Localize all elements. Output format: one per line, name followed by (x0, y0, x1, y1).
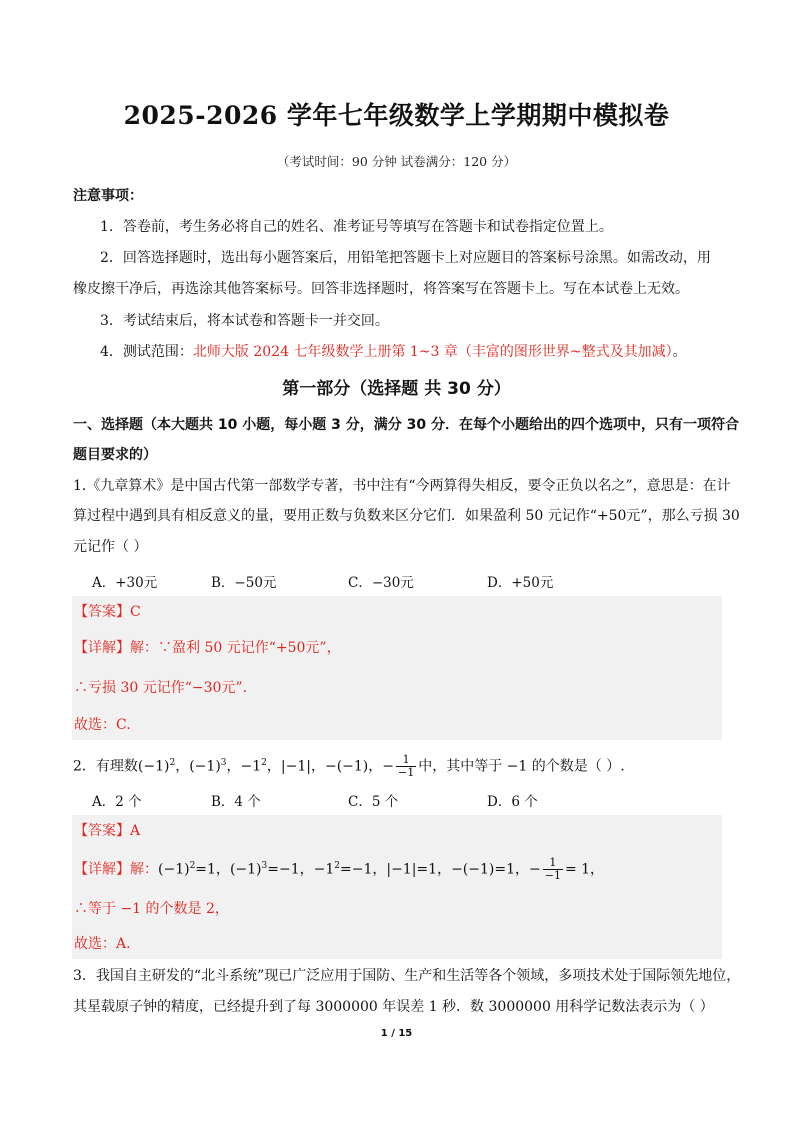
q2-detail-expr-1-tail: =1， (195, 861, 230, 878)
note-item-4-prefix: 4．测试范围： (100, 344, 193, 360)
section-instructions-line-2: 题目要求的） (73, 447, 157, 463)
q2-detail-tail: = 1， (564, 861, 605, 878)
q2-option-b: B．4 个 (211, 794, 261, 810)
q2-expr-3-exp: 2 (261, 758, 267, 768)
test-range: 北师大版 2024 七年级数学上册第 1~3 章（丰富的图形世界~整式及其加减） (192, 344, 673, 360)
q1-stem-line-1: 1.《九章算术》是中国古代第一部数学专著，书中注有“今两算得失相反，要令正负以名之”，意思是：在计 (73, 478, 731, 494)
q1-answer-box (72, 596, 722, 740)
q2-detail-expr-1-exp: 2 (189, 861, 196, 871)
note-item-4 (100, 342, 750, 362)
q2-option-a: A．2 个 (92, 794, 142, 810)
q2-fraction (396, 754, 416, 779)
q2-detail-expr-3-exp: 2 (334, 861, 340, 871)
exam-subtitle: （考试时间：90 分钟 试卷满分：120 分） (276, 154, 517, 169)
q2-expr-2-exp: 3 (220, 758, 227, 768)
notes-heading: 注意事项： (73, 188, 143, 204)
q2-option-c: C．5 个 (348, 794, 399, 810)
note-item-1: 1．答卷前，考生务必将自己的姓名、准考证号等填写在答题卡和试卷指定位置上。 (100, 219, 613, 235)
q1-detail-1: 【详解】解：∵盈利 50 元记作“+50元”， (74, 640, 341, 656)
q2-expr-2: ，(−1) (175, 758, 221, 775)
q2-detail-fraction-den: −1 (544, 869, 561, 883)
q2-detail-expr-2-exp: 3 (261, 861, 268, 871)
q2-fraction-den: −1 (397, 766, 415, 780)
section-instructions-line-1: 一、选择题（本大题共 10 小题，每小题 3 分，满分 30 分．在每个小题给出的四个选项中，只有一项符合 (73, 417, 739, 433)
q2-detail-expr-4: |−1|=1，−(−1)=1，− (386, 861, 541, 878)
q1-detail-2: ∴亏损 30 元记作“−30元”． (74, 680, 257, 696)
q2-detail-fraction-num: 1 (543, 857, 563, 870)
q2-expr-1-exp: 2 (169, 758, 176, 768)
section-title: 第一部分（选择题 共 30 分） (282, 379, 511, 399)
note-item-3: 3．考试结束后，将本试卷和答题卡一并交回。 (100, 313, 389, 329)
q2-answer: 【答案】A (74, 823, 141, 839)
q2-stem-suffix: 中，其中等于 −1 的个数是（ ）. (418, 758, 625, 775)
q1-stem-line-2: 算过程中遇到具有相反意义的量，要用正数与负数来区分它们．如果盈利 50 元记作“+50元”，那么亏损 30 (73, 508, 740, 524)
note-item-2-line-1: 2．回答选择题时，选出每小题答案后，用铅笔把答题卡上对应题目的答案标号涂黑。如需改动，用 (100, 250, 711, 266)
q3-stem-line-1: 3．我国自主研发的“北斗系统”现已广泛应用于国防、生产和生活等各个领域，多项技术处于国际领先地位， (73, 968, 741, 984)
q2-expr-3: ，−1 (226, 758, 262, 775)
q2-detail-2: ∴等于 −1 的个数是 2， (74, 901, 229, 917)
q2-expr-1: (−1) (137, 758, 170, 775)
q2-detail-3: 故选：A. (74, 936, 131, 952)
q1-option-b: B．−50元 (211, 575, 277, 591)
note-item-4-suffix: 。 (672, 344, 687, 360)
q1-option-c: C．−30元 (348, 575, 414, 591)
q2-detail-prefix: 【详解】解： (74, 861, 158, 878)
q2-detail-expr-2-tail: =−1， (267, 861, 314, 878)
q1-answer: 【答案】C (74, 604, 141, 620)
page-number: 1 / 15 (380, 1028, 413, 1039)
q2-detail-expr-3: −1 (313, 861, 335, 878)
q1-stem-line-3: 元记作（ ） (73, 539, 148, 555)
q2-detail-expr-2: (−1) (229, 861, 262, 878)
q2-detail-expr-3-tail: =−1， (339, 861, 387, 878)
q3-stem-line-2: 其星载原子钟的精度，已经提升到了每 3000000 年误差 1 秒．数 3000000 用科学记数法表示为（ ） (73, 999, 714, 1015)
q2-expr-4: ，|−1|，−(−1)，− (266, 758, 394, 775)
q2-answer-box (72, 815, 722, 959)
q2-stem (73, 750, 723, 780)
q2-detail-fraction (543, 857, 563, 882)
q2-detail-expr-1: (−1) (158, 861, 190, 878)
q2-stem-prefix: 2．有理数 (73, 758, 138, 775)
exam-title: 2025-2026 学年七年级数学上学期期中模拟卷 (123, 101, 670, 130)
q1-option-a: A．+30元 (92, 575, 158, 591)
q1-detail-3: 故选：C. (74, 717, 131, 733)
q2-option-d: D．6 个 (487, 794, 538, 810)
q2-detail-1 (74, 853, 724, 883)
q1-option-d: D．+50元 (487, 575, 554, 591)
note-item-2-line-2: 橡皮擦干净后，再选涂其他答案标号。回答非选择题时，将答案写在答题卡上。写在本试卷上无效。 (73, 281, 689, 297)
q2-fraction-num: 1 (396, 754, 416, 767)
